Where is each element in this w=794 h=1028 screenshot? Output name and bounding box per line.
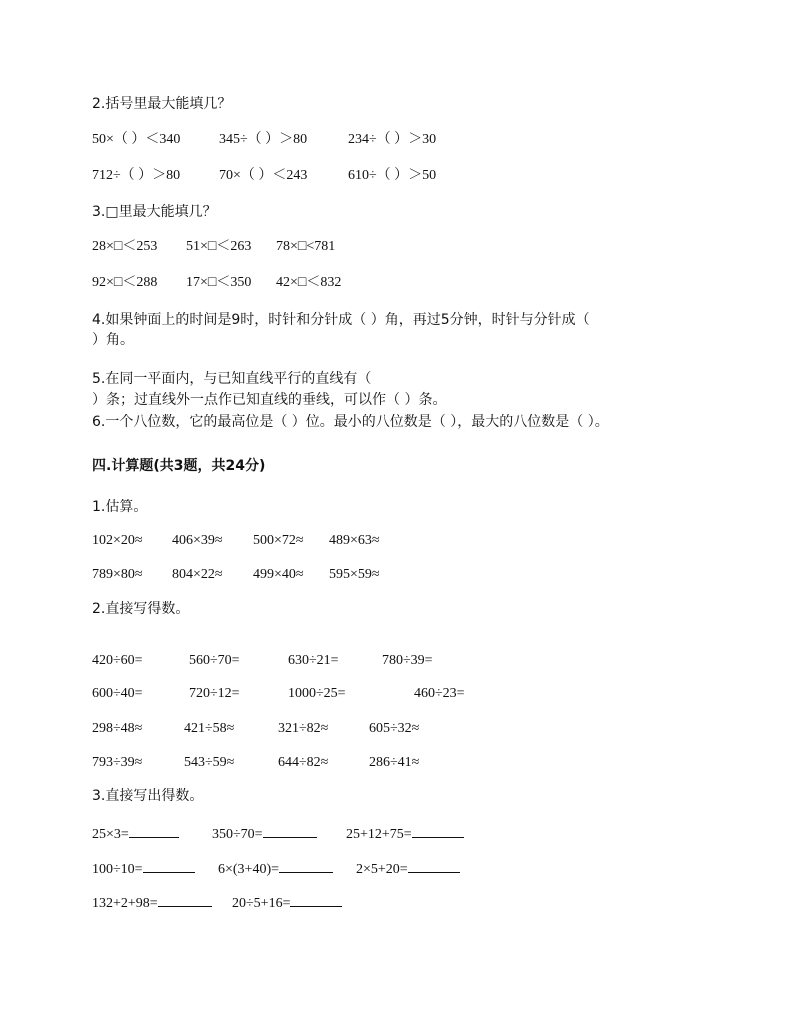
answer-blank[interactable] bbox=[143, 858, 195, 873]
c1-item: 500×72≈ bbox=[253, 533, 304, 548]
q6-line-1: 6.一个八位数，它的最高位是（ ）位。最小的八位数是（ ），最大的八位数是（ ）。 bbox=[92, 414, 609, 430]
c1-item: 489×63≈ bbox=[329, 533, 380, 548]
c3-item bbox=[92, 892, 212, 913]
q2-item: 234÷（ ）＞30 bbox=[348, 132, 437, 147]
q3-item: 42×□＜832 bbox=[276, 275, 342, 290]
c3-item bbox=[232, 892, 342, 913]
c3-item bbox=[356, 858, 460, 879]
c3-expression: 25×3= bbox=[92, 827, 129, 842]
answer-blank[interactable] bbox=[290, 892, 342, 907]
c1-item: 406×39≈ bbox=[172, 533, 223, 548]
c1-item: 499×40≈ bbox=[253, 567, 304, 582]
q3-item: 51×□＜263 bbox=[186, 239, 252, 254]
c3-item bbox=[212, 823, 317, 844]
q4-line-2: ）角。 bbox=[92, 332, 134, 348]
c2-item: 644÷82≈ bbox=[278, 755, 329, 770]
c2-item: 780÷39= bbox=[382, 653, 433, 668]
c3-expression: 100÷10= bbox=[92, 862, 143, 877]
c2-item: 543÷59≈ bbox=[184, 755, 235, 770]
c2-item: 1000÷25= bbox=[288, 686, 346, 701]
answer-blank[interactable] bbox=[412, 823, 464, 838]
q2-item: 712÷（ ）＞80 bbox=[92, 168, 181, 183]
c3-expression: 350÷70= bbox=[212, 827, 263, 842]
c2-item: 460÷23= bbox=[414, 686, 465, 701]
q2-item: 345÷（ ）＞80 bbox=[219, 132, 308, 147]
c1-item: 595×59≈ bbox=[329, 567, 380, 582]
c1-item: 102×20≈ bbox=[92, 533, 143, 548]
c2-item: 321÷82≈ bbox=[278, 721, 329, 736]
q3-item: 17×□＜350 bbox=[186, 275, 252, 290]
c1-title: 1.估算。 bbox=[92, 499, 148, 515]
c3-item bbox=[92, 823, 179, 844]
answer-blank[interactable] bbox=[408, 858, 460, 873]
c3-expression: 25+12+75= bbox=[346, 827, 412, 842]
c2-item: 793÷39≈ bbox=[92, 755, 143, 770]
c2-item: 605÷32≈ bbox=[369, 721, 420, 736]
c3-item bbox=[92, 858, 195, 879]
q3-item: 78×□<781 bbox=[276, 239, 336, 254]
c1-item: 804×22≈ bbox=[172, 567, 223, 582]
q2-item: 50×（ ）＜340 bbox=[92, 132, 181, 147]
q2-item: 610÷（ ）＞50 bbox=[348, 168, 437, 183]
c3-expression: 6×(3+40)= bbox=[218, 862, 280, 877]
q3-title: 3.□里最大能填几？ bbox=[92, 204, 217, 220]
answer-blank[interactable] bbox=[158, 892, 212, 907]
c2-item: 286÷41≈ bbox=[369, 755, 420, 770]
c2-item: 421÷58≈ bbox=[184, 721, 235, 736]
q5-line-2: ）条；过直线外一点作已知直线的垂线，可以作（ ）条。 bbox=[92, 392, 447, 408]
q2-item: 70×（ ）＜243 bbox=[219, 168, 308, 183]
q3-item: 28×□＜253 bbox=[92, 239, 158, 254]
c3-item bbox=[218, 858, 333, 879]
c2-item: 298÷48≈ bbox=[92, 721, 143, 736]
answer-blank[interactable] bbox=[279, 858, 333, 873]
c3-item bbox=[346, 823, 464, 844]
c2-title: 2.直接写得数。 bbox=[92, 601, 190, 617]
q4-line-1: 4.如果钟面上的时间是9时，时针和分针成（ ）角，再过5分钟，时针与分针成（ bbox=[92, 312, 590, 328]
c2-item: 720÷12= bbox=[189, 686, 240, 701]
answer-blank[interactable] bbox=[263, 823, 317, 838]
section-4-title: 四.计算题(共3题，共24分) bbox=[92, 458, 266, 474]
c3-expression: 132+2+98= bbox=[92, 896, 158, 911]
c2-item: 560÷70= bbox=[189, 653, 240, 668]
answer-blank[interactable] bbox=[129, 823, 179, 838]
c3-expression: 2×5+20= bbox=[356, 862, 408, 877]
q3-item: 92×□＜288 bbox=[92, 275, 158, 290]
q2-title: 2.括号里最大能填几？ bbox=[92, 96, 232, 112]
c2-item: 600÷40= bbox=[92, 686, 143, 701]
c1-item: 789×80≈ bbox=[92, 567, 143, 582]
c3-title: 3.直接写出得数。 bbox=[92, 788, 204, 804]
c2-item: 420÷60= bbox=[92, 653, 143, 668]
c2-item: 630÷21= bbox=[288, 653, 339, 668]
q5-line-1: 5.在同一平面内，与已知直线平行的直线有（ bbox=[92, 371, 372, 387]
c3-expression: 20÷5+16= bbox=[232, 896, 291, 911]
